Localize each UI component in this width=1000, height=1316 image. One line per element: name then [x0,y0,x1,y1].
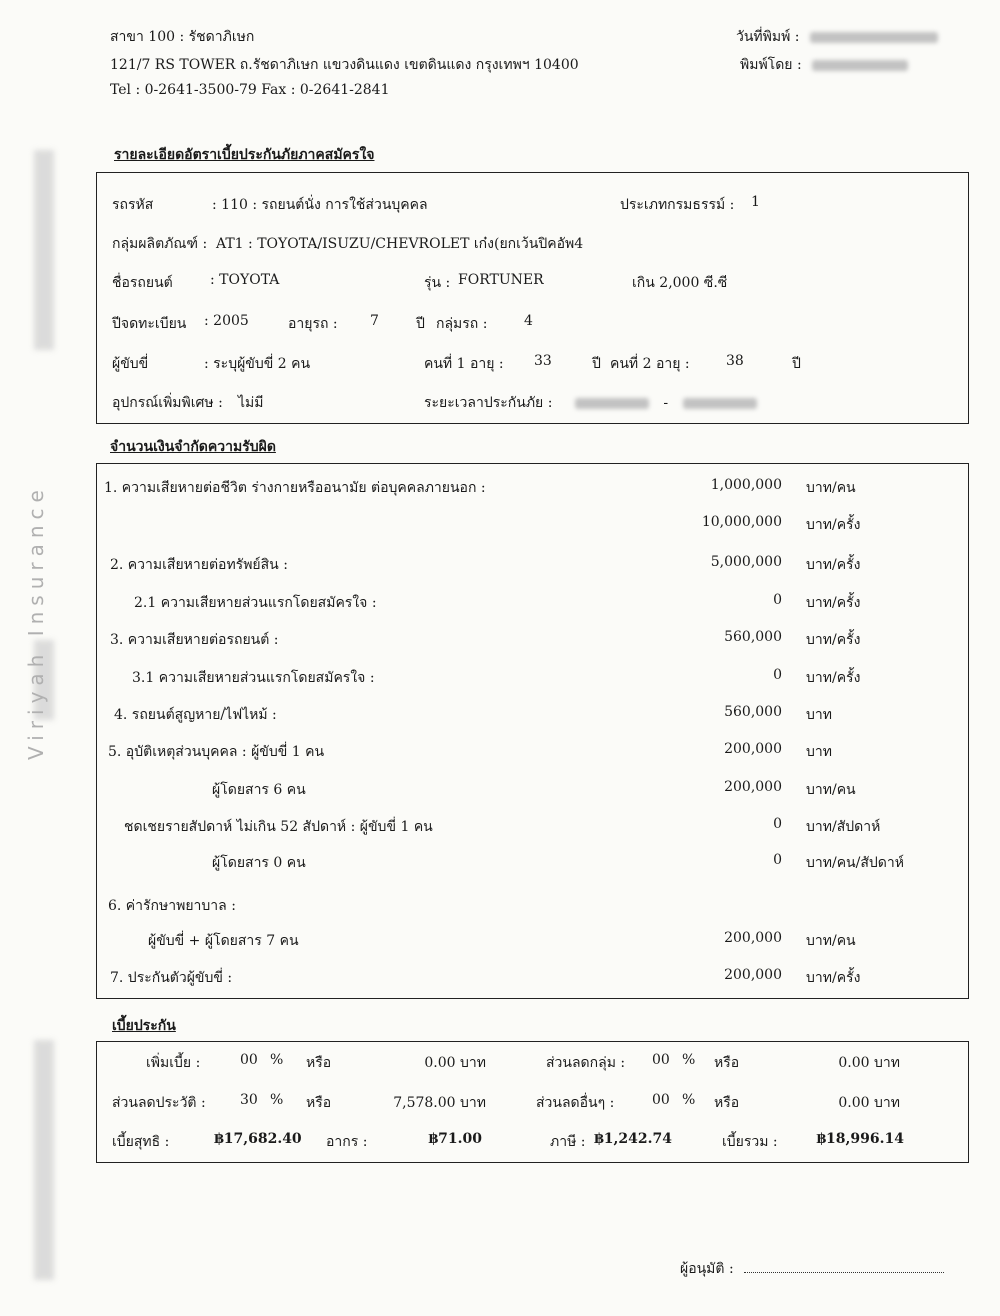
printed-by-label: พิมพ์โดย : [740,57,802,73]
add-premium-or: หรือ [306,1055,332,1071]
history-discount-pct: 30 [240,1092,258,1108]
liability-row-label: ผู้โดยสาร 0 คน [212,855,306,871]
driver-label: ผู้ขับขี่ [112,356,149,372]
liability-row-unit: บาท/ครั้ง [806,670,861,686]
reg-year-label: ปีจดทะเบียน [112,316,187,332]
add-premium-amount: 0.00 บาท [424,1055,486,1071]
total-premium-label: เบี้ยรวม : [722,1134,778,1150]
stamp-duty-label: อากร : [326,1134,368,1150]
liability-row-label: 7. ประกันตัวผู้ขับขี่ : [110,970,233,986]
redacted-period-end [683,398,757,409]
liability-row-value: 200,000 [724,930,782,946]
approver-signature [680,1258,944,1280]
add-premium-pct: 00 [240,1052,258,1068]
print-date-label: วันที่พิมพ์ : [736,29,800,45]
liability-row-value: 5,000,000 [710,554,782,570]
liability-row-label: ชดเชยรายสัปดาห์ ไม่เกิน 52 สัปดาห์ : ผู้ขับขี่ 1 คน [124,819,433,835]
group-discount-pct: 00 [652,1052,670,1068]
add-premium-pct-sign: % [270,1052,284,1068]
liability-row-value: 10,000,000 [701,514,782,530]
redacted-print-date [810,32,938,43]
section-title-premium: เบี้ยประกัน [112,1018,176,1034]
other-discount-pct: 00 [652,1092,670,1108]
car-group-label: กลุ่มรถ : [436,316,488,332]
redacted-printed-by [812,60,908,71]
liability-row-label: 3. ความเสียหายต่อรถยนต์ : [110,632,279,648]
other-discount-amount: 0.00 บาท [838,1095,900,1111]
car-model-label: รุ่น : [424,275,451,291]
car-model-value: FORTUNER [458,272,544,288]
net-premium-value: ฿17,682.40 [214,1131,302,1147]
liability-row-label: 5. อุบัติเหตุส่วนบุคคล : ผู้ขับขี่ 1 คน [108,744,325,760]
tax-value: ฿1,242.74 [594,1131,672,1147]
signature-line [744,1272,944,1273]
branch-address: 121/7 RS TOWER ถ.รัชดาภิเษก แขวงดินแดง เขตดินแดง กรุงเทพฯ 10400 [110,57,579,73]
product-group-value: AT1 : TOYOTA/ISUZU/CHEVROLET เก๋ง(ยกเว้นปิคอัพ4 [216,236,584,252]
other-discount-label: ส่วนลดอื่นๆ : [536,1095,615,1111]
other-discount-pct-sign: % [682,1092,696,1108]
car-age-unit: ปี [416,316,425,332]
car-brand-value: : TOYOTA [210,272,280,288]
insurance-period-label: ระยะเวลาประกันภัย : [424,395,553,411]
stamp-duty-value: ฿71.00 [428,1131,482,1147]
equipment-label: อุปกรณ์เพิ่มพิเศษ : [112,395,223,411]
liability-row-unit: บาท/ครั้ง [806,970,861,986]
liability-row-value: 560,000 [724,629,782,645]
insurance-period [424,392,757,414]
section-title-rate-details: รายละเอียดอัตราเบี้ยประกันภัยภาคสมัครใจ [114,147,375,163]
driver2-label: คนที่ 2 อายุ : [610,356,690,372]
net-premium-label: เบี้ยสุทธิ : [112,1134,170,1150]
liability-row-unit: บาท [806,744,832,760]
group-discount-pct-sign: % [682,1052,696,1068]
car-group-value: 4 [524,313,533,329]
side-watermark: Viriyah Insurance [24,484,48,760]
liability-row-label: ผู้โดยสาร 6 คน [212,782,306,798]
history-discount-label: ส่วนลดประวัติ : [112,1095,206,1111]
liability-row-unit: บาท/คน [806,933,856,949]
liability-row-unit: บาท/คน [806,782,856,798]
scan-artifact [34,150,54,350]
driver1-year-unit: ปี [592,356,601,372]
liability-row-label: ผู้ขับขี่ + ผู้โดยสาร 7 คน [148,933,299,949]
liability-row-value: 200,000 [724,741,782,757]
car-brand-label: ชื่อรถยนต์ [112,275,173,291]
liability-row-label: 6. ค่ารักษาพยาบาล : [108,898,236,914]
branch-phone: Tel : 0-2641-3500-79 Fax : 0-2641-2841 [110,82,390,98]
total-premium-value: ฿18,996.14 [816,1131,904,1147]
policy-type-label: ประเภทกรมธรรม์ : [620,197,735,213]
liability-row-label: 3.1 ความเสียหายส่วนแรกโดยสมัครใจ : [132,670,375,686]
liability-row-unit: บาท/คน/สัปดาห์ [806,855,904,871]
car-age-label: อายุรถ : [288,316,338,332]
car-age-value: 7 [370,313,379,329]
product-group-label: กลุ่มผลิตภัณฑ์ : [112,236,208,252]
liability-row-label: 1. ความเสียหายต่อชีวิต ร่างกายหรืออนามัย ต่อบุคคลภายนอก : [104,480,486,496]
liability-row-value: 0 [773,592,782,608]
group-discount-amount: 0.00 บาท [838,1055,900,1071]
driver2-year-unit: ปี [792,356,801,372]
print-date [736,26,938,48]
liability-row-value: 0 [773,816,782,832]
driver1-age: 33 [534,353,552,369]
car-code-value: : 110 : รถยนต์นั่ง การใช้ส่วนบุคคล [212,197,428,213]
liability-row-label: 4. รถยนต์สูญหาย/ไฟไหม้ : [114,707,277,723]
equipment-value: ไม่มี [238,395,264,411]
liability-row-unit: บาท/สัปดาห์ [806,819,881,835]
liability-row-label: 2. ความเสียหายต่อทรัพย์สิน : [110,557,288,573]
tax-label: ภาษี : [550,1134,586,1150]
redacted-period-start [575,398,649,409]
driver-value: : ระบุผู้ขับขี่ 2 คน [204,356,311,372]
approver-label: ผู้อนุมัติ : [680,1261,734,1277]
liability-row-unit: บาท/ครั้ง [806,557,861,573]
liability-row-unit: บาท/ครั้ง [806,517,861,533]
reg-year-value: : 2005 [204,313,249,329]
printed-by [740,54,908,76]
branch-name: สาขา 100 : รัชดาภิเษก [110,29,255,45]
add-premium-label: เพิ่มเบี้ย : [146,1055,201,1071]
driver1-label: คนที่ 1 อายุ : [424,356,504,372]
liability-row-value: 560,000 [724,704,782,720]
other-discount-or: หรือ [714,1095,740,1111]
insurance-period-separator: - [663,395,669,411]
section-title-liability: จำนวนเงินจำกัดความรับผิด [110,439,276,455]
liability-row-unit: บาท/ครั้ง [806,632,861,648]
history-discount-amount: 7,578.00 บาท [393,1095,486,1111]
group-discount-or: หรือ [714,1055,740,1071]
scan-artifact [34,1040,54,1280]
liability-row-unit: บาท [806,707,832,723]
liability-row-value: 0 [773,852,782,868]
liability-row-value: 0 [773,667,782,683]
liability-row-unit: บาท/ครั้ง [806,595,861,611]
liability-row-value: 1,000,000 [710,477,782,493]
policy-type-value: 1 [751,194,760,210]
liability-row-value: 200,000 [724,779,782,795]
engine-cc: เกิน 2,000 ซี.ซี [632,275,728,291]
group-discount-label: ส่วนลดกลุ่ม : [546,1055,626,1071]
liability-box [96,463,969,999]
liability-row-value: 200,000 [724,967,782,983]
history-discount-pct-sign: % [270,1092,284,1108]
car-code-label: รถรหัส [112,197,154,213]
history-discount-or: หรือ [306,1095,332,1111]
driver2-age: 38 [726,353,744,369]
liability-row-unit: บาท/คน [806,480,856,496]
liability-row-label: 2.1 ความเสียหายส่วนแรกโดยสมัครใจ : [134,595,377,611]
